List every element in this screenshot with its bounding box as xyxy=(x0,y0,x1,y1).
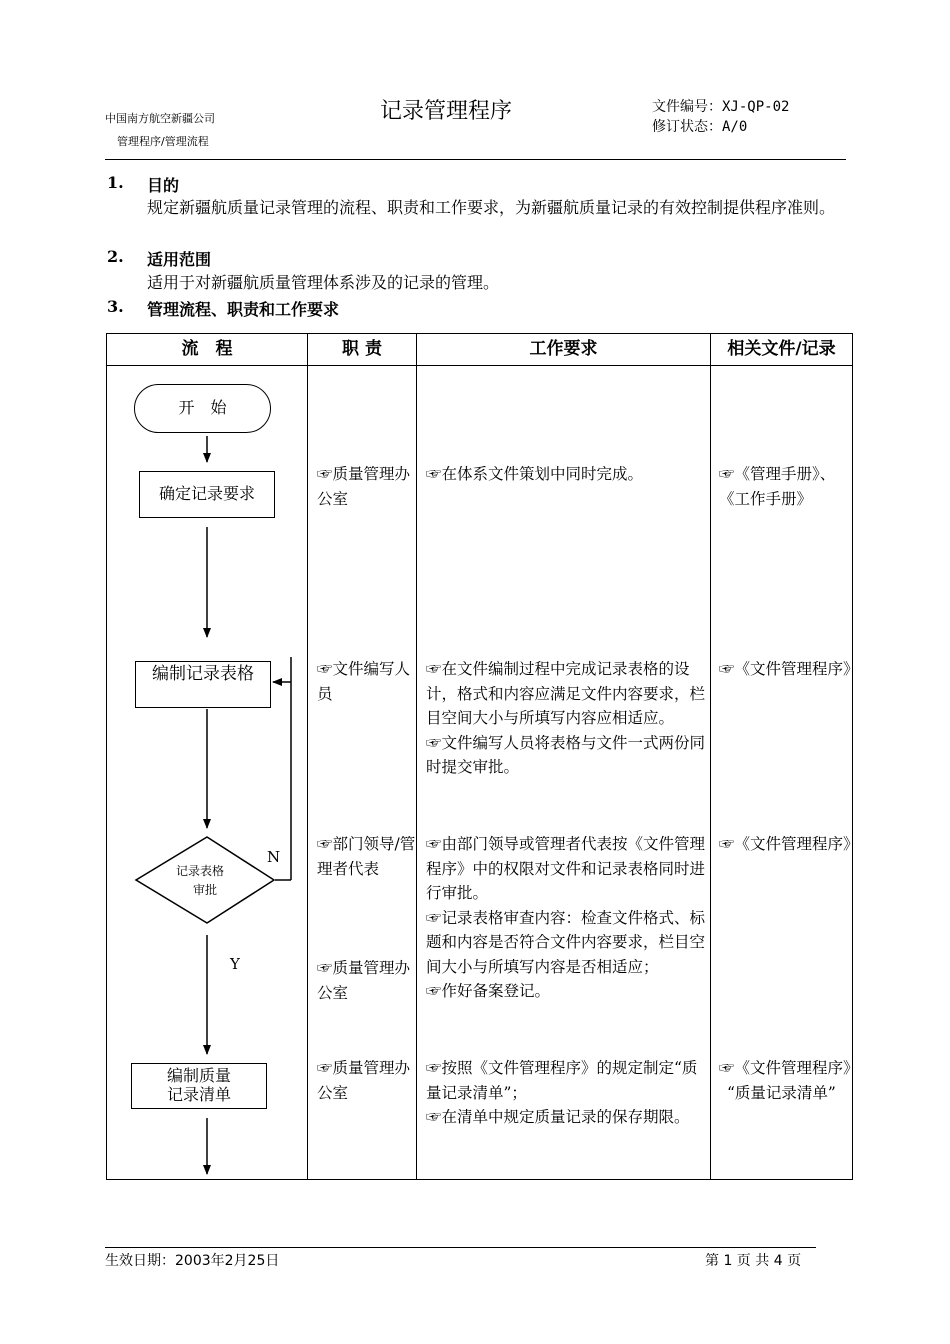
header-duty: 职 责 xyxy=(342,339,382,359)
row4-related-doc-item: ☞《文件管理程序》 xyxy=(719,1059,859,1077)
decision-label: 审批 xyxy=(193,883,218,897)
row4-related-doc-item: “质量记录清单” xyxy=(727,1083,836,1102)
flow-step-define-requirements: 确定记录要求 xyxy=(139,471,275,518)
branch-label-no: N xyxy=(267,848,281,866)
row2-duty: ☞文件编写人员 xyxy=(317,660,411,703)
flow-start: 开 始 xyxy=(134,384,271,433)
row4-requirement-item: ☞按照《文件管理程序》的规定制定“质量记录清单”； xyxy=(426,1059,698,1102)
row1-requirements: ☞在体系文件策划中同时完成。 xyxy=(426,465,644,483)
effective-date: 生效日期：2003年2月25日 xyxy=(105,1253,280,1269)
flow-step-compile-record-list xyxy=(131,1063,267,1109)
row1-related-docs: ☞《管理手册》、《工作手册》 xyxy=(719,465,836,508)
flow-step-line: 编制质量 xyxy=(166,1066,231,1085)
decision-diamond xyxy=(136,837,274,923)
row3-requirement-item: ☞作好备案登记。 xyxy=(426,982,551,1000)
branch-label-yes: Y xyxy=(230,955,240,973)
header-process: 流 程 xyxy=(181,339,233,359)
row3-duty: ☞部门领导/管理者代表 xyxy=(317,835,416,878)
section-2-number: 2. xyxy=(107,247,124,266)
page-number: 第 1 页 共 4 页 xyxy=(705,1253,802,1269)
footer-divider xyxy=(105,1247,816,1248)
header-related-docs: 相关文件/记录 xyxy=(727,339,836,359)
page-title: 记录管理程序 xyxy=(380,99,513,124)
section-3-number: 3. xyxy=(107,297,124,316)
flow-step-line: 记录清单 xyxy=(166,1085,231,1104)
section-2-text: 适用于对新疆航质量管理体系涉及的记录的管理。 xyxy=(147,273,500,292)
row2-requirement-item: ☞在文件编制过程中完成记录表格的设计，格式和内容应满足文件内容要求，栏目空间大小与所填写内容应相适应。 xyxy=(426,660,706,727)
header-requirements: 工作要求 xyxy=(529,339,598,359)
row2-requirement-item: ☞文件编写人员将表格与文件一式两份同时提交审批。 xyxy=(426,733,706,776)
row4-requirement-item: ☞在清单中规定质量记录的保存期限。 xyxy=(426,1108,690,1126)
decision-label: 记录表格 xyxy=(176,864,225,878)
document-number: 文件编号：XJ-QP-02 xyxy=(652,99,790,115)
section-3-title: 管理流程、职责和工作要求 xyxy=(147,300,340,319)
row1-duty: ☞质量管理办公室 xyxy=(317,465,411,508)
row3-related-docs: ☞《文件管理程序》 xyxy=(719,835,859,853)
section-2-title: 适用范围 xyxy=(147,250,212,269)
row2-related-docs: ☞《文件管理程序》 xyxy=(719,660,859,678)
row4-duty: ☞质量管理办公室 xyxy=(317,1059,411,1102)
flow-step-compile-forms: 编制记录表格 xyxy=(135,661,271,708)
section-1-text: 规定新疆航质量记录管理的流程、职责和工作要求，为新疆航质量记录的有效控制提供程序准则。 xyxy=(147,198,836,217)
document-category: 管理程序/管理流程 xyxy=(117,135,209,148)
row3-duty-2: ☞质量管理办公室 xyxy=(317,959,411,1002)
revision-status: 修订状态：A/0 xyxy=(652,119,748,135)
section-1-title: 目的 xyxy=(147,176,180,195)
row3-requirement-item: ☞记录表格审查内容：检查文件格式、标题和内容是否符合文件内容要求，栏目空间大小与所填写内容是否相适应； xyxy=(426,908,706,976)
row3-requirement-item: ☞由部门领导或管理者代表按《文件管理程序》中的权限对文件和记录表格同时进行审批。 xyxy=(426,835,706,902)
section-1-number: 1. xyxy=(107,173,124,192)
company-name: 中国南方航空新疆公司 xyxy=(105,112,215,125)
